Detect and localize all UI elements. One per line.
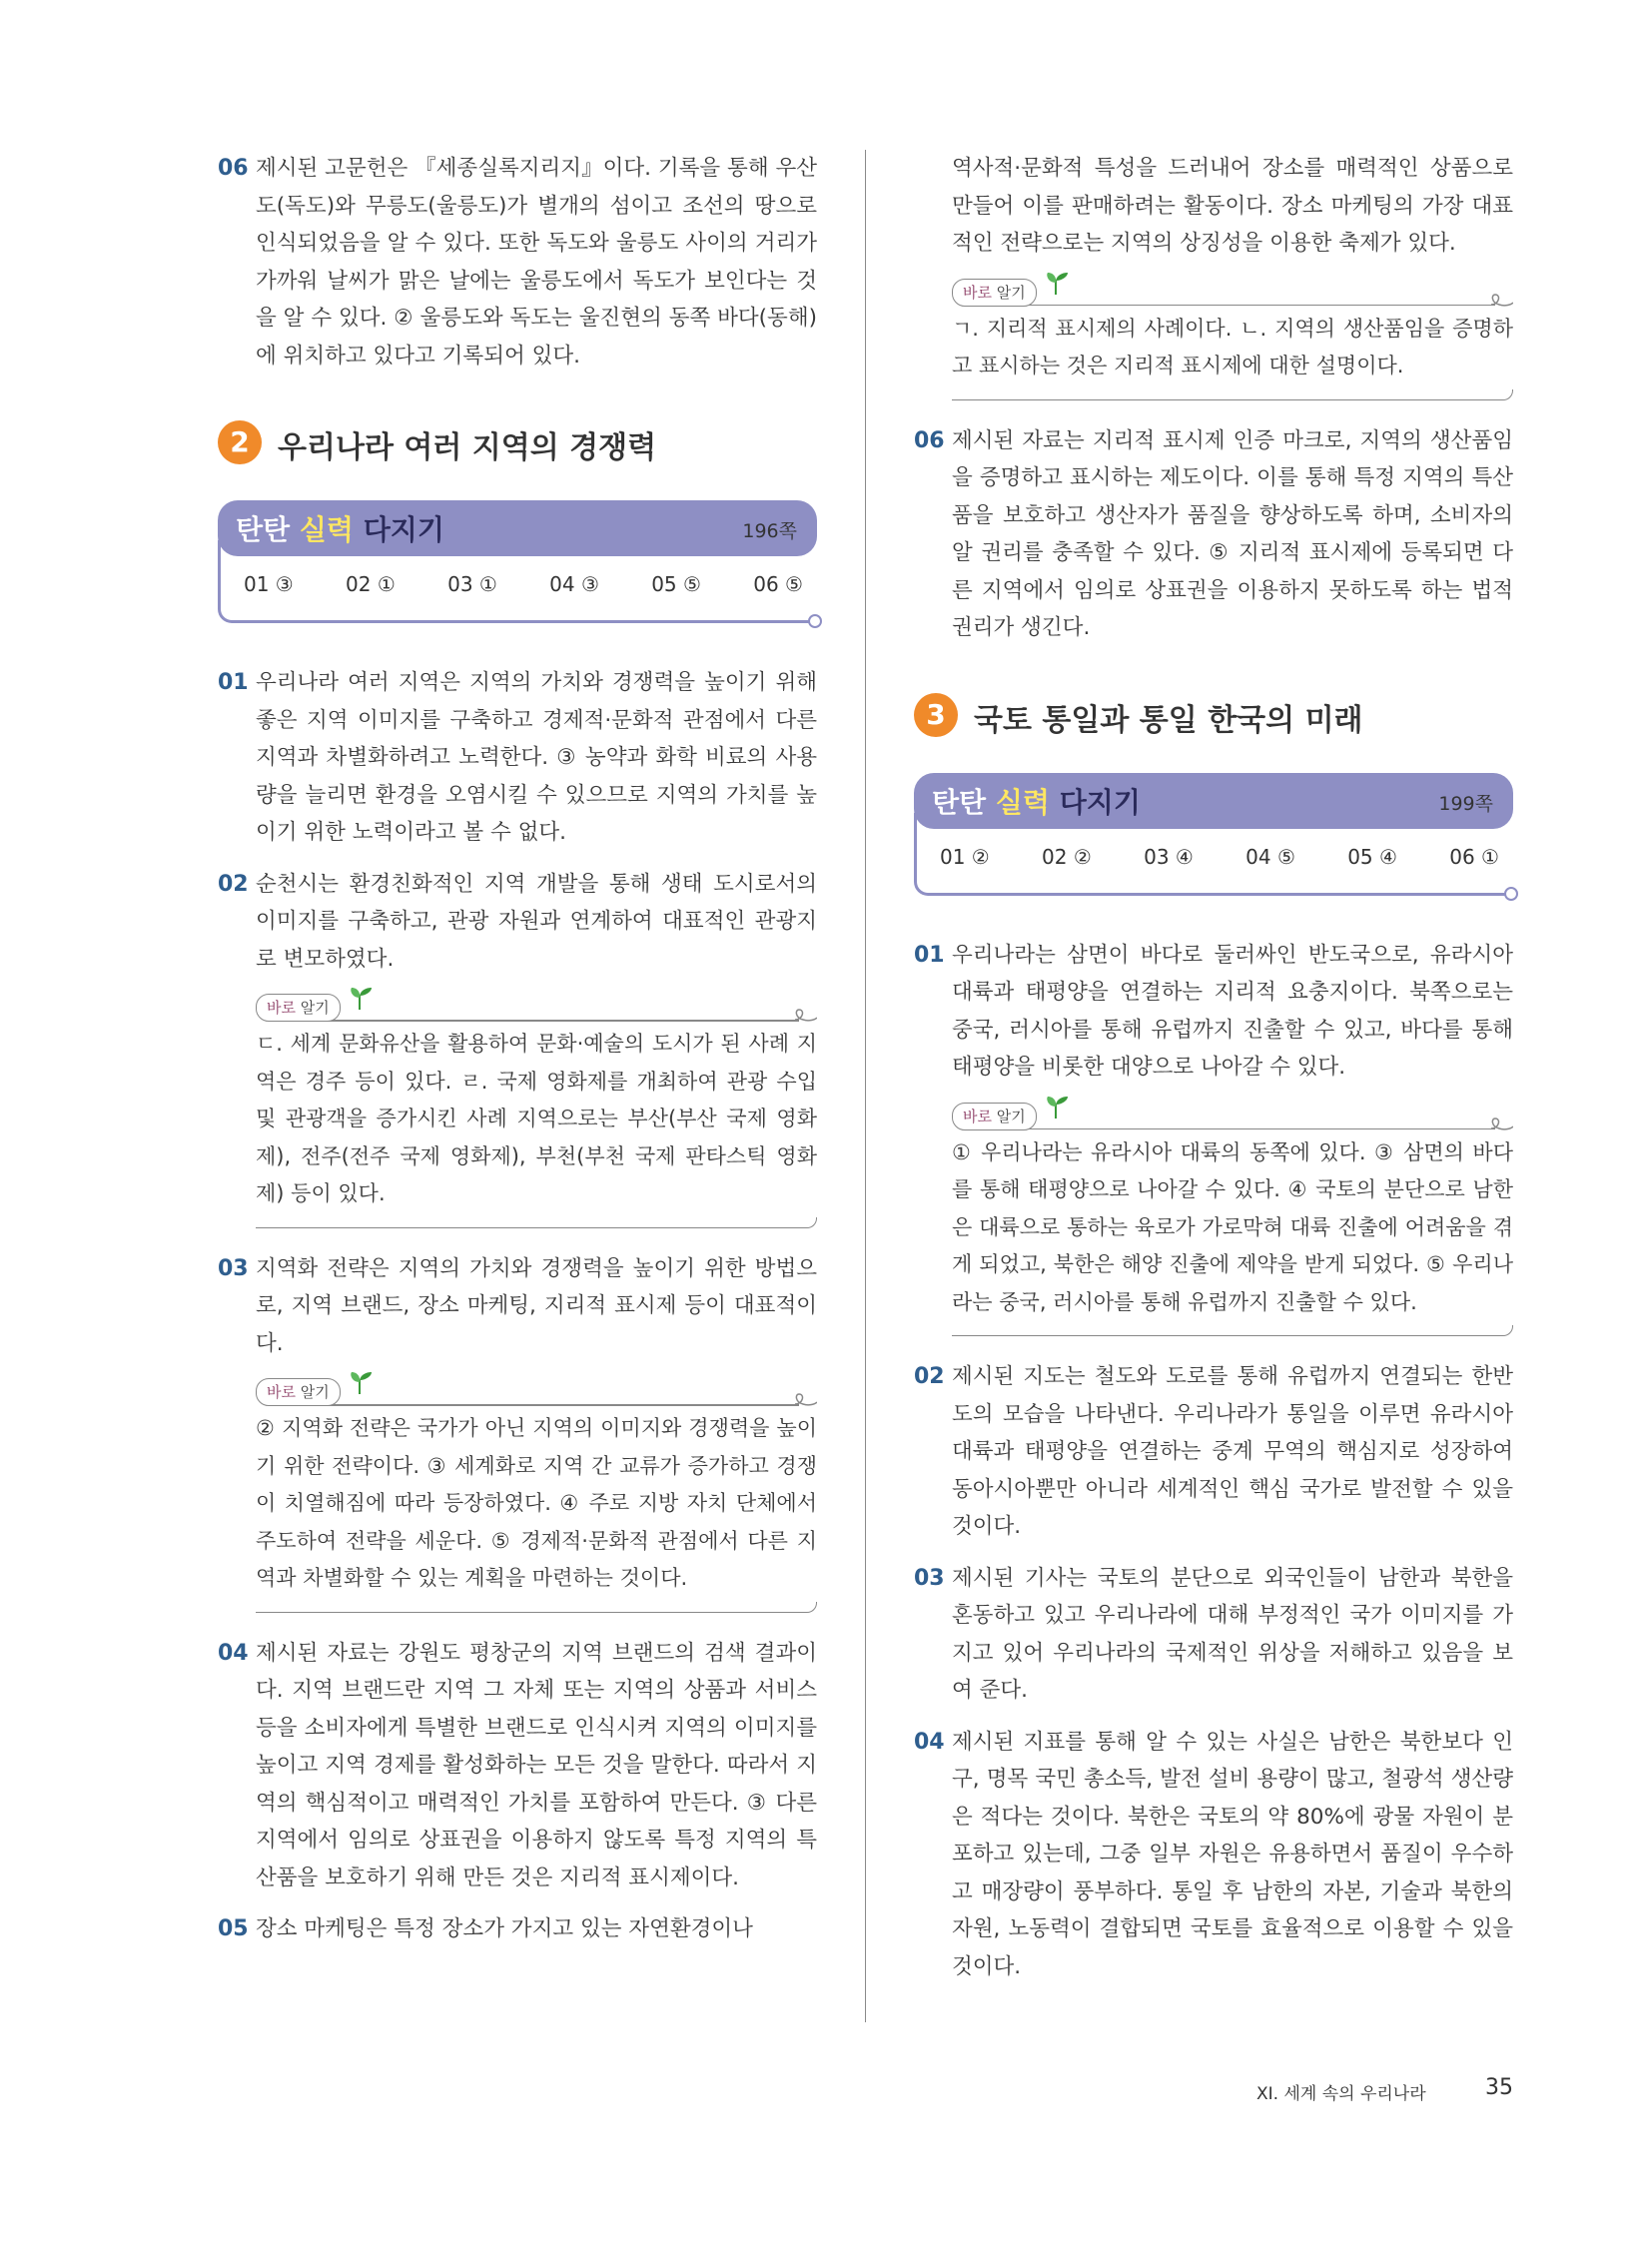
- answer-item-06: [914, 422, 1513, 647]
- answer-key-box: [218, 500, 817, 630]
- sprout-icon: [1044, 1095, 1070, 1121]
- answer-entry: 04 ③: [549, 572, 599, 596]
- item-number: 03: [914, 1565, 945, 1591]
- item-number: 05: [218, 1916, 249, 1941]
- answer-item-02: [218, 866, 817, 979]
- item-text: 제시된 지표를 통해 알 수 있는 사실은 남한은 북한보다 인구, 명목 국민 총소득, 발전 설비 용량이 많고, 철광석 생산량은 적다는 것이다. 북한은 국토의 약 80%에 광물 자원이 분포하고 있는데, 그중 일부 자원은 유용하면서 품질이 우수하고 매장량이 풍부하다. 통일 후 남한의 자본, 기술과 북한의 자원, 노동력이 결합되면 국토를 효율적으로 이용할 수 있을 것이다.: [952, 1729, 1513, 1979]
- answer-key-list: [244, 572, 803, 596]
- tip-label: 바로 알기: [256, 1378, 341, 1406]
- answer-entry: 03 ①: [447, 572, 497, 596]
- frame-end-dot: [808, 614, 822, 628]
- answer-item-01: [914, 937, 1513, 1087]
- curl-ornament-icon: [1491, 291, 1513, 313]
- item-text: 제시된 지도는 철도와 도로를 통해 유럽까지 연결되는 한반도의 모습을 나타낸다. 우리나라가 통일을 이루면 유라시아 대륙과 태평양을 연결하는 중계 무역의 핵심지로 성장하여 동아시아뿐만 아니라 세계적인 핵심 국가로 발전할 수 있을 것이다.: [952, 1364, 1513, 1539]
- tip-box: [952, 277, 1513, 400]
- item-number: 01: [218, 670, 249, 695]
- sprout-icon: [1044, 271, 1070, 297]
- section-number-badge: 2: [218, 420, 262, 464]
- item-number: 04: [914, 1729, 945, 1755]
- item-text: 제시된 자료는 지리적 표시제 인증 마크로, 지역의 생산품임을 증명하고 표시하는 제도이다. 이를 통해 특정 지역의 특산품을 보호하고 생산자가 품질을 향상하도록 하며, 소비자의 알 권리를 충족할 수 있다. ⑤ 지리적 표시제에 등록되면 다른 지역에서 임의로 상표권을 이용하지 못하도록 하는 법적 권리가 생긴다.: [952, 427, 1513, 640]
- section-title: 국토 통일과 통일 한국의 미래: [974, 702, 1363, 738]
- section-heading-2: [218, 414, 817, 478]
- right-column: [914, 150, 1513, 1999]
- tip-text: ① 우리나라는 유라시아 대륙의 동쪽에 있다. ③ 삼면의 바다를 통해 태평양으로 나아갈 수 있다. ④ 국토의 분단으로 남한은 대륙으로 통하는 육로가 가로막혀 대륙 진출에 어려움을 겪게 되었고, 북한은 해양 진출에 제약을 받게 되었다. ⑤ 우리나라는 중국, 러시아를 통해 유럽까지 진출할 수 있다.: [952, 1139, 1513, 1314]
- item-text: 제시된 고문헌은 『세종실록지리지』이다. 기록을 통해 우산도(독도)와 무릉도(울릉도)가 별개의 섬이고 조선의 땅으로 인식되었음을 알 수 있다. 또한 독도와 울릉도 사이의 거리가 가까워 날씨가 맑은 날에는 울릉도에서 독도가 보인다는 것을 알 수 있다. ② 울릉도와 독도는 울진현의 동쪽 바다(동해)에 위치하고 있다고 기록되어 있다.: [256, 156, 817, 369]
- answer-key-box: [914, 773, 1513, 903]
- item-number: 04: [218, 1640, 249, 1666]
- answer-entry: 02 ①: [346, 572, 396, 596]
- tip-text: ㄷ. 세계 문화유산을 활용하여 문화·예술의 도시가 된 사례 지역은 경주 등이 있다. ㄹ. 국제 영화제를 개최하여 관광 수입 및 관광객을 증가시킨 사례 지역으로는 부산(부산 국제 영화제), 전주(전주 국제 영화제), 부천(부천 국제 판타스틱 영화제) 등이 있다.: [256, 1032, 817, 1205]
- item-text: 순천시는 환경친화적인 지역 개발을 통해 생태 도시로서의 이미지를 구축하고, 관광 자원과 연계하여 대표적인 관광지로 변모하였다.: [256, 871, 817, 972]
- answer-key-list: [940, 845, 1499, 869]
- answer-item-04: [218, 1635, 817, 1897]
- curl-ornament-icon: [795, 1390, 817, 1412]
- tip-label: 바로 알기: [952, 279, 1037, 307]
- answer-item-02: [914, 1358, 1513, 1546]
- item-text: 역사적·문화적 특성을 드러내어 장소를 매력적인 상품으로 만들어 이를 판매하려는 활동이다. 장소 마케팅의 가장 대표적인 전략으로는 지역의 상징성을 이용한 축제가 있다.: [952, 156, 1513, 256]
- answer-entry: 01 ②: [940, 844, 990, 869]
- item-text: 지역화 전략은 지역의 가치와 경쟁력을 높이기 위한 방법으로, 지역 브랜드, 장소 마케팅, 지리적 표시제 등이 대표적이다.: [256, 1255, 817, 1356]
- answer-item-04: [914, 1724, 1513, 1986]
- item-text: 제시된 기사는 국토의 분단으로 외국인들이 남한과 북한을 혼동하고 있고 우리나라에 대해 부정적인 국가 이미지를 가지고 있어 우리나라의 국제적인 위상을 저해하고 있음을 보여 준다.: [952, 1565, 1513, 1703]
- tip-text: ② 지역화 전략은 국가가 아닌 지역의 이미지와 경쟁력을 높이기 위한 전략이다. ③ 세계화로 지역 간 교류가 증가하고 경쟁이 치열해짐에 따라 등장하였다. ④ 주로 지방 자치 단체에서 주도하여 전략을 세운다. ⑤ 경제적·문화적 관점에서 다른 지역과 차별화할 수 있는 계획을 마련하는 것이다.: [256, 1416, 817, 1590]
- answer-entry: 05 ⑤: [651, 572, 701, 596]
- curl-ornament-icon: [1491, 1115, 1513, 1136]
- section-title: 우리나라 여러 지역의 경쟁력: [278, 430, 657, 465]
- frame-end-dot: [1504, 887, 1518, 901]
- answer-entry: 06 ①: [1449, 844, 1499, 869]
- section-number-badge: 3: [914, 693, 958, 737]
- item-number: 02: [218, 871, 249, 897]
- item-text: 제시된 자료는 강원도 평창군의 지역 브랜드의 검색 결과이다. 지역 브랜드란 지역 그 자체 또는 지역의 상품과 서비스 등을 소비자에게 특별한 브랜드로 인식시켜 지역의 이미지를 높이고 지역 경제를 활성화하는 모든 것을 말한다. 따라서 지역의 핵심적이고 매력적인 가치를 포함하여 만든다. ③ 다른 지역에서 임의로 상표권을 이용하지 않도록 특정 지역의 특산품을 보호하기 위해 만든 것은 지리적 표시제이다.: [256, 1640, 817, 1890]
- item-text: 우리나라 여러 지역은 지역의 가치와 경쟁력을 높이기 위해 좋은 지역 이미지를 구축하고 경제적·문화적 관점에서 다른 지역과 차별화하려고 노력한다. ③ 농약과 화학 비료의 사용량을 늘리면 환경을 오염시킬 수 있으므로 지역의 가치를 높이기 위한 노력이라고 볼 수 없다.: [256, 670, 817, 845]
- answer-key-page: 199쪽: [1438, 792, 1493, 815]
- answer-item-01: [218, 664, 817, 852]
- item-number: 02: [914, 1364, 945, 1389]
- answer-item-03: [914, 1560, 1513, 1710]
- answer-entry: 04 ⑤: [1245, 844, 1295, 869]
- tip-text: ㄱ. 지리적 표시제의 사례이다. ㄴ. 지역의 생산품임을 증명하고 표시하는 것은 지리적 표시제에 대한 설명이다.: [952, 316, 1513, 377]
- item-text: 우리나라는 삼면이 바다로 둘러싸인 반도국으로, 유라시아 대륙과 태평양을 연결하는 지리적 요충지이다. 북쪽으로는 중국, 러시아를 통해 유럽까지 진출할 수 있고, 바다를 통해 태평양을 비롯한 대양으로 나아갈 수 있다.: [952, 942, 1513, 1080]
- curl-ornament-icon: [795, 1006, 817, 1028]
- item-number: 03: [218, 1255, 249, 1281]
- section-heading-3: [914, 687, 1513, 751]
- sprout-icon: [348, 986, 374, 1012]
- item-number: 06: [218, 156, 249, 181]
- tip-box: [952, 1101, 1513, 1337]
- column-divider: [865, 150, 866, 2022]
- answer-key-page: 196쪽: [742, 520, 797, 542]
- answer-key-title: 탄탄 실력 다지기: [236, 513, 444, 546]
- item-number: 06: [914, 427, 945, 453]
- tip-label: 바로 알기: [952, 1103, 1037, 1130]
- answer-item-05-continued: [914, 150, 1513, 263]
- left-column: [218, 150, 817, 1962]
- answer-entry: 06 ⑤: [753, 572, 803, 596]
- sprout-icon: [348, 1370, 374, 1396]
- item-number: 01: [914, 942, 945, 968]
- tip-box: [256, 992, 817, 1228]
- footer-chapter-title: XI. 세계 속의 우리나라: [1256, 2084, 1426, 2104]
- answer-key-title: 탄탄 실력 다지기: [932, 785, 1141, 819]
- item-text: 장소 마케팅은 특정 장소가 가지고 있는 자연환경이나: [256, 1916, 753, 1941]
- answer-entry: 02 ②: [1042, 844, 1092, 869]
- answer-item-06: [218, 150, 817, 374]
- answer-entry: 05 ④: [1347, 844, 1397, 869]
- answer-item-03: [218, 1250, 817, 1363]
- tip-label: 바로 알기: [256, 994, 341, 1022]
- answer-entry: 03 ④: [1144, 844, 1194, 869]
- answer-item-05: [218, 1910, 817, 1948]
- page-number: 35: [1485, 2075, 1513, 2100]
- answer-entry: 01 ③: [244, 572, 294, 596]
- tip-box: [256, 1376, 817, 1613]
